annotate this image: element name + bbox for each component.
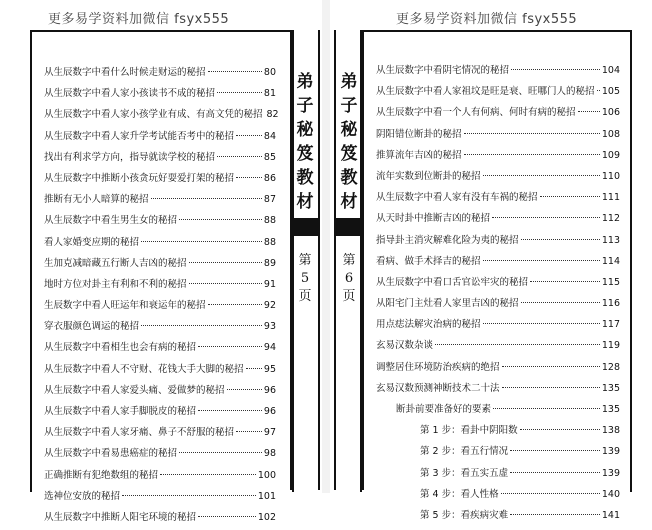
toc-entry-page: 84 <box>263 130 276 142</box>
toc-entry-page: 113 <box>601 234 620 246</box>
toc-entry[interactable] <box>376 422 620 443</box>
toc-leader-dots <box>151 198 262 199</box>
toc-entry-title: 看病、做手术择吉的秘招 <box>376 255 481 267</box>
toc-leader-dots <box>435 344 600 345</box>
toc-entry-title: 从生辰数字中看人家手脚脱皮的秘招 <box>44 406 197 417</box>
toc-entry-page: 138 <box>601 425 620 437</box>
toc-entry[interactable] <box>376 104 620 125</box>
toc-list <box>44 64 279 530</box>
toc-entry[interactable] <box>44 276 276 297</box>
toc-leader-dots <box>510 450 600 451</box>
toc-entry[interactable] <box>376 62 620 83</box>
toc-leader-dots <box>520 429 600 430</box>
toc-leader-dots <box>208 304 262 305</box>
toc-leader-dots <box>198 410 262 411</box>
toc-entry-page: 98 <box>263 448 276 460</box>
toc-entry[interactable] <box>44 297 276 318</box>
band-char: 弟 <box>296 72 314 92</box>
toc-leader-dots <box>236 177 262 178</box>
toc-leader-dots <box>198 516 256 517</box>
toc-entry[interactable] <box>44 212 276 233</box>
toc-entry-page: 85 <box>263 151 276 163</box>
toc-entry[interactable] <box>376 486 620 507</box>
band-char: 笈 <box>340 144 358 164</box>
band-bar <box>292 218 318 236</box>
toc-leader-dots <box>179 452 262 453</box>
toc-leader-dots <box>236 135 262 136</box>
toc-entry-title: 推断有无小人暗算的秘招 <box>44 194 149 206</box>
side-band <box>290 30 320 490</box>
toc-leader-dots <box>217 92 262 93</box>
toc-leader-dots <box>502 366 600 367</box>
band-char: 教 <box>340 168 358 188</box>
toc-entry-page: 88 <box>263 215 276 227</box>
toc-entry-title: 从生辰数字中看什么时候走财运的秘招 <box>44 67 206 78</box>
right-page <box>330 0 652 521</box>
toc-leader-dots <box>189 283 262 284</box>
toc-leader-dots <box>122 495 256 496</box>
toc-entry-page: 116 <box>601 298 620 310</box>
toc-entry-title: 从生辰数字中看易患癌症的秘招 <box>44 448 178 460</box>
toc-entry-page: 104 <box>601 65 620 76</box>
toc-entry-page: 96 <box>263 384 276 396</box>
toc-leader-dots <box>227 389 262 390</box>
toc-entry[interactable] <box>44 64 276 85</box>
toc-entry-page: 87 <box>263 194 276 206</box>
toc-leader-dots <box>141 241 262 242</box>
toc-leader-dots <box>217 156 262 157</box>
toc-entry-page: 88 <box>263 236 276 248</box>
toc-leader-dots <box>540 196 600 197</box>
band-char: 材 <box>340 192 358 212</box>
toc-entry-title: 从生辰数字中看人家小孩学业有成、有高文凭的秘招 <box>44 109 263 121</box>
toc-entry-title: 从生辰数字中看人不守财、花钱大手大脚的秘招 <box>44 363 244 375</box>
toc-entry-page: 108 <box>601 128 620 140</box>
toc-entry[interactable] <box>44 445 276 466</box>
toc-entry-title: 生辰数字中看人旺运年和衰运年的秘招 <box>44 300 206 312</box>
toc-leader-dots <box>578 111 600 112</box>
toc-entry[interactable] <box>44 424 276 445</box>
toc-leader-dots <box>521 302 600 303</box>
toc-entry[interactable] <box>44 234 276 255</box>
toc-entry-page: 86 <box>263 172 276 184</box>
toc-entry-title: 地时方位对卦主有利和不利的秘招 <box>44 278 187 290</box>
toc-leader-dots <box>510 514 600 515</box>
toc-entry-page: 141 <box>601 509 620 521</box>
toc-entry-page: 112 <box>601 213 620 225</box>
left-page <box>0 0 322 523</box>
toc-entry-page: 93 <box>263 321 276 333</box>
toc-leader-dots <box>189 262 262 263</box>
toc-entry-title: 从生辰数字中看相生也会有病的秘招 <box>44 342 197 354</box>
band-char: 第 <box>342 253 356 268</box>
toc-entry-title: 找出有利求学方向，指导就读学校的秘招 <box>44 151 216 163</box>
toc-entry[interactable] <box>376 83 620 104</box>
toc-entry-page: 111 <box>601 192 620 204</box>
toc-leader-dots <box>198 346 262 347</box>
toc-entry-title: 第 5 步：看疾病灾难 <box>420 509 509 521</box>
toc-leader-dots <box>492 217 600 218</box>
band-char: 笈 <box>296 144 314 164</box>
toc-leader-dots <box>483 260 600 261</box>
toc-entry-page: 110 <box>601 170 620 182</box>
toc-entry-page: 139 <box>601 446 620 458</box>
toc-leader-dots <box>141 325 262 326</box>
toc-leader-dots <box>179 219 262 220</box>
band-char: 6 <box>344 271 354 286</box>
toc-entry-title: 用点痣法解灾治病的秘招 <box>376 319 481 331</box>
toc-entry[interactable] <box>376 232 620 253</box>
toc-entry[interactable] <box>376 147 620 168</box>
toc-entry[interactable] <box>44 488 276 509</box>
toc-entry-title: 从生辰数字中看人家牙痛、鼻子不舒服的秘招 <box>44 427 235 439</box>
toc-entry-page: 117 <box>601 319 620 331</box>
toc-entry-title: 从阳宅门主灶看人家里吉凶的秘招 <box>376 298 519 310</box>
toc-entry[interactable] <box>44 361 276 382</box>
toc-entry-title: 从生辰数字中看人家小孩读书不成的秘招 <box>44 88 216 100</box>
band-bar <box>336 218 362 236</box>
toc-entry-page: 95 <box>263 363 276 375</box>
band-char: 材 <box>296 192 314 212</box>
toc-entry-title: 从生辰数字中看生男生女的秘招 <box>44 215 178 227</box>
toc-entry-page: 135 <box>601 382 620 394</box>
toc-entry[interactable] <box>44 170 276 191</box>
toc-entry-title: 第 2 步：看五行情况 <box>420 446 509 458</box>
band-char: 5 <box>300 271 310 286</box>
toc-entry-page: 81 <box>263 88 276 100</box>
toc-entry-title: 看人家婚变应期的秘招 <box>44 236 140 248</box>
toc-entry-page: 105 <box>601 86 620 98</box>
toc-leader-dots <box>597 90 600 91</box>
toc-entry-title: 玄易汉数杂谈 <box>376 340 434 352</box>
toc-leader-dots <box>483 175 600 176</box>
toc-leader-dots <box>521 239 600 240</box>
toc-leader-dots <box>502 387 600 388</box>
toc-entry[interactable] <box>376 253 620 274</box>
toc-entry-title: 调整居住环境防治疾病的绝招 <box>376 361 500 373</box>
toc-entry-title: 第 4 步：看人性格 <box>420 488 499 500</box>
toc-entry-title: 阴阳错位断卦的秘招 <box>376 128 462 140</box>
band-char: 弟 <box>340 72 358 92</box>
toc-entry-page: 91 <box>263 278 276 290</box>
toc-entry-page: 97 <box>263 427 276 439</box>
toc-leader-dots <box>483 323 600 324</box>
toc-entry[interactable] <box>44 149 276 170</box>
toc-entry-title: 断卦前要准备好的要素 <box>396 404 492 415</box>
toc-entry-title: 第 1 步：看卦中阴阳数 <box>420 425 518 437</box>
toc-entry-page: 139 <box>601 467 620 479</box>
toc-entry[interactable] <box>44 339 276 360</box>
toc-entry[interactable] <box>376 316 620 337</box>
toc-entry-page: 114 <box>601 255 620 267</box>
toc-entry-page: 109 <box>601 149 620 161</box>
toc-leader-dots <box>530 281 600 282</box>
toc-entry-page: 135 <box>601 404 620 415</box>
toc-entry-page: 96 <box>263 406 276 417</box>
toc-entry-title: 从生辰数字中看人家爱头痛、爱做梦的秘招 <box>44 384 225 396</box>
toc-entry-title: 从天时卦中推断吉凶的秘招 <box>376 213 491 225</box>
toc-leader-dots <box>246 368 262 369</box>
toc-leader-dots <box>511 69 600 70</box>
toc-entry[interactable] <box>376 274 620 295</box>
toc-entry[interactable] <box>376 359 620 380</box>
toc-entry-title: 从生辰数字中看一个人有何病、何时有病的秘招 <box>376 107 576 119</box>
toc-entry-title: 从生辰数字中推断小孩贪玩好耍爱打架的秘招 <box>44 172 235 184</box>
toc-entry-page: 119 <box>601 340 620 352</box>
band-title <box>292 70 318 214</box>
toc-entry-page: 94 <box>263 342 276 354</box>
band-char: 秘 <box>340 120 358 140</box>
toc-entry[interactable] <box>44 318 276 339</box>
toc-entry-title: 推算流年吉凶的秘招 <box>376 149 462 161</box>
toc-list <box>376 62 620 528</box>
toc-entry-title: 从生辰数字中看阴宅情况的秘招 <box>376 65 510 76</box>
toc-entry[interactable] <box>44 191 276 212</box>
band-char: 子 <box>340 96 358 116</box>
toc-entry-page: 89 <box>263 257 276 269</box>
toc-leader-dots <box>160 474 256 475</box>
band-char: 子 <box>296 96 314 116</box>
toc-entry[interactable] <box>44 467 276 488</box>
page-header: 更多易学资料加微信 fsyx555 <box>396 12 578 27</box>
toc-entry[interactable] <box>376 465 620 486</box>
toc-entry-title: 穿衣服颜色调运的秘招 <box>44 321 140 333</box>
page-header: 更多易学资料加微信 fsyx555 <box>48 12 230 27</box>
toc-leader-dots <box>236 431 262 432</box>
toc-entry-page: 128 <box>601 361 620 373</box>
toc-leader-dots <box>510 472 600 473</box>
toc-entry-page: 100 <box>257 469 276 481</box>
toc-entry[interactable] <box>376 168 620 189</box>
band-char: 第 <box>298 253 312 268</box>
toc-entry[interactable] <box>44 106 279 127</box>
toc-entry[interactable] <box>376 380 620 401</box>
toc-entry-title: 指导卦主消灾解难化险为夷的秘招 <box>376 234 519 246</box>
toc-leader-dots <box>493 408 600 409</box>
toc-entry[interactable] <box>376 337 620 358</box>
toc-entry[interactable] <box>376 507 620 528</box>
toc-entry[interactable] <box>376 189 620 210</box>
toc-entry-title: 从生辰数字中看人家祖坟是旺是衰、旺哪门人的秘招 <box>376 86 595 98</box>
toc-entry-page: 82 <box>266 109 279 121</box>
toc-entry-page: 106 <box>601 107 620 119</box>
toc-entry-title: 从生辰数字中推断人阳宅环境的秘招 <box>44 511 197 523</box>
toc-entry-page: 115 <box>601 276 620 288</box>
toc-leader-dots <box>208 71 262 72</box>
toc-entry[interactable] <box>376 126 620 147</box>
toc-entry[interactable] <box>376 210 620 231</box>
band-char: 秘 <box>296 120 314 140</box>
band-title <box>336 70 362 214</box>
toc-entry-title: 第 3 步：看五实五虚 <box>420 467 509 479</box>
toc-entry[interactable] <box>44 382 276 403</box>
band-page-number <box>336 252 362 306</box>
toc-entry-title: 玄易汉数预测神断技术二十法 <box>376 382 500 394</box>
toc-entry-page: 102 <box>257 511 276 523</box>
toc-entry[interactable] <box>44 255 276 276</box>
toc-entry-title: 从生辰数字中看人家升学考试能否考中的秘招 <box>44 130 235 142</box>
band-char: 页 <box>298 289 312 304</box>
toc-entry-page: 80 <box>263 67 276 78</box>
toc-entry-title: 生加克减暗藏五行断人吉凶的秘招 <box>44 257 187 269</box>
toc-entry-title: 从生辰数字中看口舌官讼牢灾的秘招 <box>376 276 529 288</box>
band-page-number <box>292 252 318 306</box>
toc-entry[interactable] <box>376 443 620 464</box>
toc-entry[interactable] <box>376 295 620 316</box>
toc-leader-dots <box>464 154 600 155</box>
toc-entry-title: 选神位安放的秘招 <box>44 490 121 502</box>
band-char: 教 <box>296 168 314 188</box>
toc-entry-title: 流年实数到位断卦的秘招 <box>376 170 481 182</box>
toc-entry-page: 92 <box>263 300 276 312</box>
toc-entry[interactable] <box>44 128 276 149</box>
toc-entry[interactable] <box>44 509 276 530</box>
toc-entry-page: 101 <box>257 490 276 502</box>
toc-leader-dots <box>464 133 600 134</box>
toc-entry-title: 正确推断有犯绝数组的秘招 <box>44 469 159 481</box>
band-char: 页 <box>342 289 356 304</box>
toc-entry[interactable] <box>44 403 276 424</box>
toc-entry[interactable] <box>44 85 276 106</box>
toc-entry-title: 从生辰数字中看人家有没有车祸的秘招 <box>376 192 538 204</box>
toc-entry[interactable] <box>376 401 620 422</box>
book-gutter <box>322 0 330 493</box>
toc-entry-page: 140 <box>601 488 620 500</box>
